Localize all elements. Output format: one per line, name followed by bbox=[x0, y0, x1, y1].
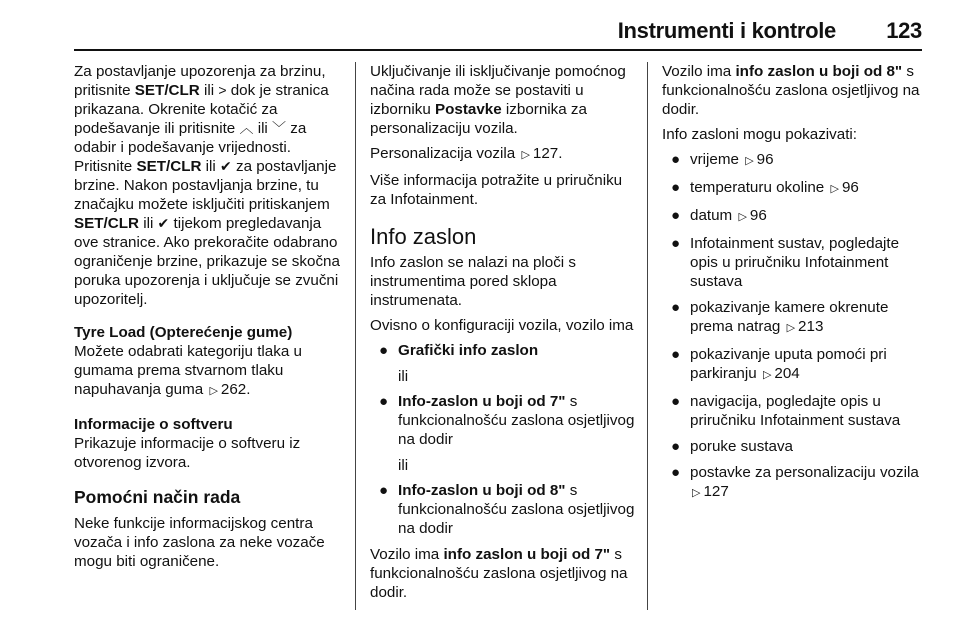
software-info-text: Prikazuje informacije o softveru iz otvorenog izvora. bbox=[74, 435, 301, 471]
speed-warning-paragraph: Za postavljanje upozorenja za brzinu, pritisnite SET/CLR ili > dok je stranica prikazana. Okrenite kotačić za podešavanje ili pritisnite ︿ ili ﹀ za odabir i podešavanje vrijednosti. Pritisnite SET/CLR ili ✔ za postavljanje brzine. Nakon postavljanja brzine, tu značajku možete isključiti pritiskanjem SET/CLR ili ✔ tijekom pregledavanja ove stranice. Ako prekoračite odabrano ograničenje brzine, prikazuje se skočna poruka upozorenja i uključuje se zvučni upozoritelj. bbox=[74, 63, 340, 308]
tyre-load-text: Možete odabrati kategoriju tlaka u gumama prema stvarnom tlaku napuhavanja guma ▷ 262. bbox=[74, 342, 344, 401]
page-reference: ▷ 96 bbox=[736, 207, 766, 224]
infotainment-reference: Više informacija potražite u priručniku za Infotainment. bbox=[370, 172, 623, 208]
page-reference: ▷ 127 bbox=[690, 483, 729, 500]
page-number: 123 bbox=[886, 18, 922, 43]
checkmark-icon: ✔ bbox=[220, 158, 232, 174]
or-text: ili bbox=[398, 457, 409, 474]
personalization-reference: Personalizacija vozila ▷ 127. bbox=[370, 144, 640, 165]
info-display-content-list bbox=[662, 150, 924, 503]
info-display-location-text: Info zaslon se nalazi na ploči s instrumentima pored sklopa instrumenata. bbox=[370, 254, 576, 309]
page-title: Instrumenti i kontrole bbox=[617, 18, 836, 43]
list-item: ● temperaturu okoline ▷ 96 bbox=[662, 178, 924, 199]
page-reference: ▷ 204 bbox=[761, 365, 800, 382]
header-rule bbox=[74, 49, 922, 51]
tyre-load-heading: Tyre Load (Opterećenje gume) bbox=[74, 324, 293, 341]
column-3 bbox=[662, 62, 924, 510]
vehicle-8-inch-text: Vozilo ima info zaslon u boji od 8" s funkcionalnošću zaslona osjetljivog na dodir. bbox=[662, 63, 920, 118]
display-type-list bbox=[370, 341, 640, 360]
info-display-shows-text: Info zasloni mogu pokazivati: bbox=[662, 126, 858, 143]
column-2 bbox=[370, 62, 640, 608]
list-item: ● Infotainment sustav, pogledajte opis u priručniku Infotainment sustava bbox=[671, 235, 900, 290]
assist-mode-setting-text: Uključivanje ili isključivanje pomoćnog načina rada može se postaviti u izborniku Postavke izbornika za personalizaciju vozila. bbox=[370, 63, 626, 137]
page-reference: ▷ 262. bbox=[207, 381, 250, 398]
software-info-heading: Informacije o softveru bbox=[74, 416, 233, 433]
page-header bbox=[0, 12, 960, 52]
list-item: ● postavke za personalizaciju vozila ▷ 127 bbox=[662, 463, 924, 503]
display-type-list bbox=[370, 392, 640, 449]
list-item: ● datum ▷ 96 bbox=[662, 206, 924, 227]
or-text: ili bbox=[398, 368, 409, 385]
list-item: ● navigacija, pogledajte opis u priručniku Infotainment sustava bbox=[671, 393, 901, 429]
assist-mode-heading: Pomoćni način rada bbox=[74, 487, 241, 507]
info-display-heading: Info zaslon bbox=[370, 224, 477, 249]
chevron-down-icon: ﹀ bbox=[272, 120, 287, 136]
info-display-config-text: Ovisno o konfiguraciji vozila, vozilo ima bbox=[370, 317, 634, 334]
list-item: ● Info-zaslon u boji od 7" s funkcionalnošću zaslona osjetljivog na dodir bbox=[379, 393, 635, 448]
list-item: ● pokazivanje kamere okrenute prema natrag ▷ 213 bbox=[662, 298, 924, 338]
display-type-list bbox=[370, 481, 640, 538]
column-divider-left bbox=[355, 62, 356, 610]
list-item: ● pokazivanje uputa pomoći pri parkiranju ▷ 204 bbox=[662, 345, 924, 385]
column-divider-right bbox=[647, 62, 648, 610]
list-item: ● Info-zaslon u boji od 8" s funkcionalnošću zaslona osjetljivog na dodir bbox=[379, 482, 635, 537]
checkmark-icon: ✔ bbox=[157, 215, 170, 231]
list-item: ● poruke sustava bbox=[671, 438, 793, 455]
chevron-right-icon: > bbox=[218, 82, 227, 98]
list-item: ● vrijeme ▷ 96 bbox=[662, 150, 924, 171]
page-reference: ▷ 213 bbox=[785, 318, 824, 335]
chevron-up-icon: ︿ bbox=[239, 120, 254, 136]
page-reference: ▷ 127. bbox=[519, 145, 562, 162]
page-reference: ▷ 96 bbox=[743, 151, 773, 168]
assist-mode-text: Neke funkcije informacijskog centra vozača i info zaslona za neke vozače mogu biti ograničene. bbox=[74, 515, 325, 570]
page-reference: ▷ 96 bbox=[828, 179, 858, 196]
column-1 bbox=[74, 62, 344, 577]
vehicle-7-inch-text: Vozilo ima info zaslon u boji od 7" s funkcionalnošću zaslona osjetljivog na dodir. bbox=[370, 546, 628, 601]
list-item: ● Grafički info zaslon bbox=[379, 342, 539, 359]
